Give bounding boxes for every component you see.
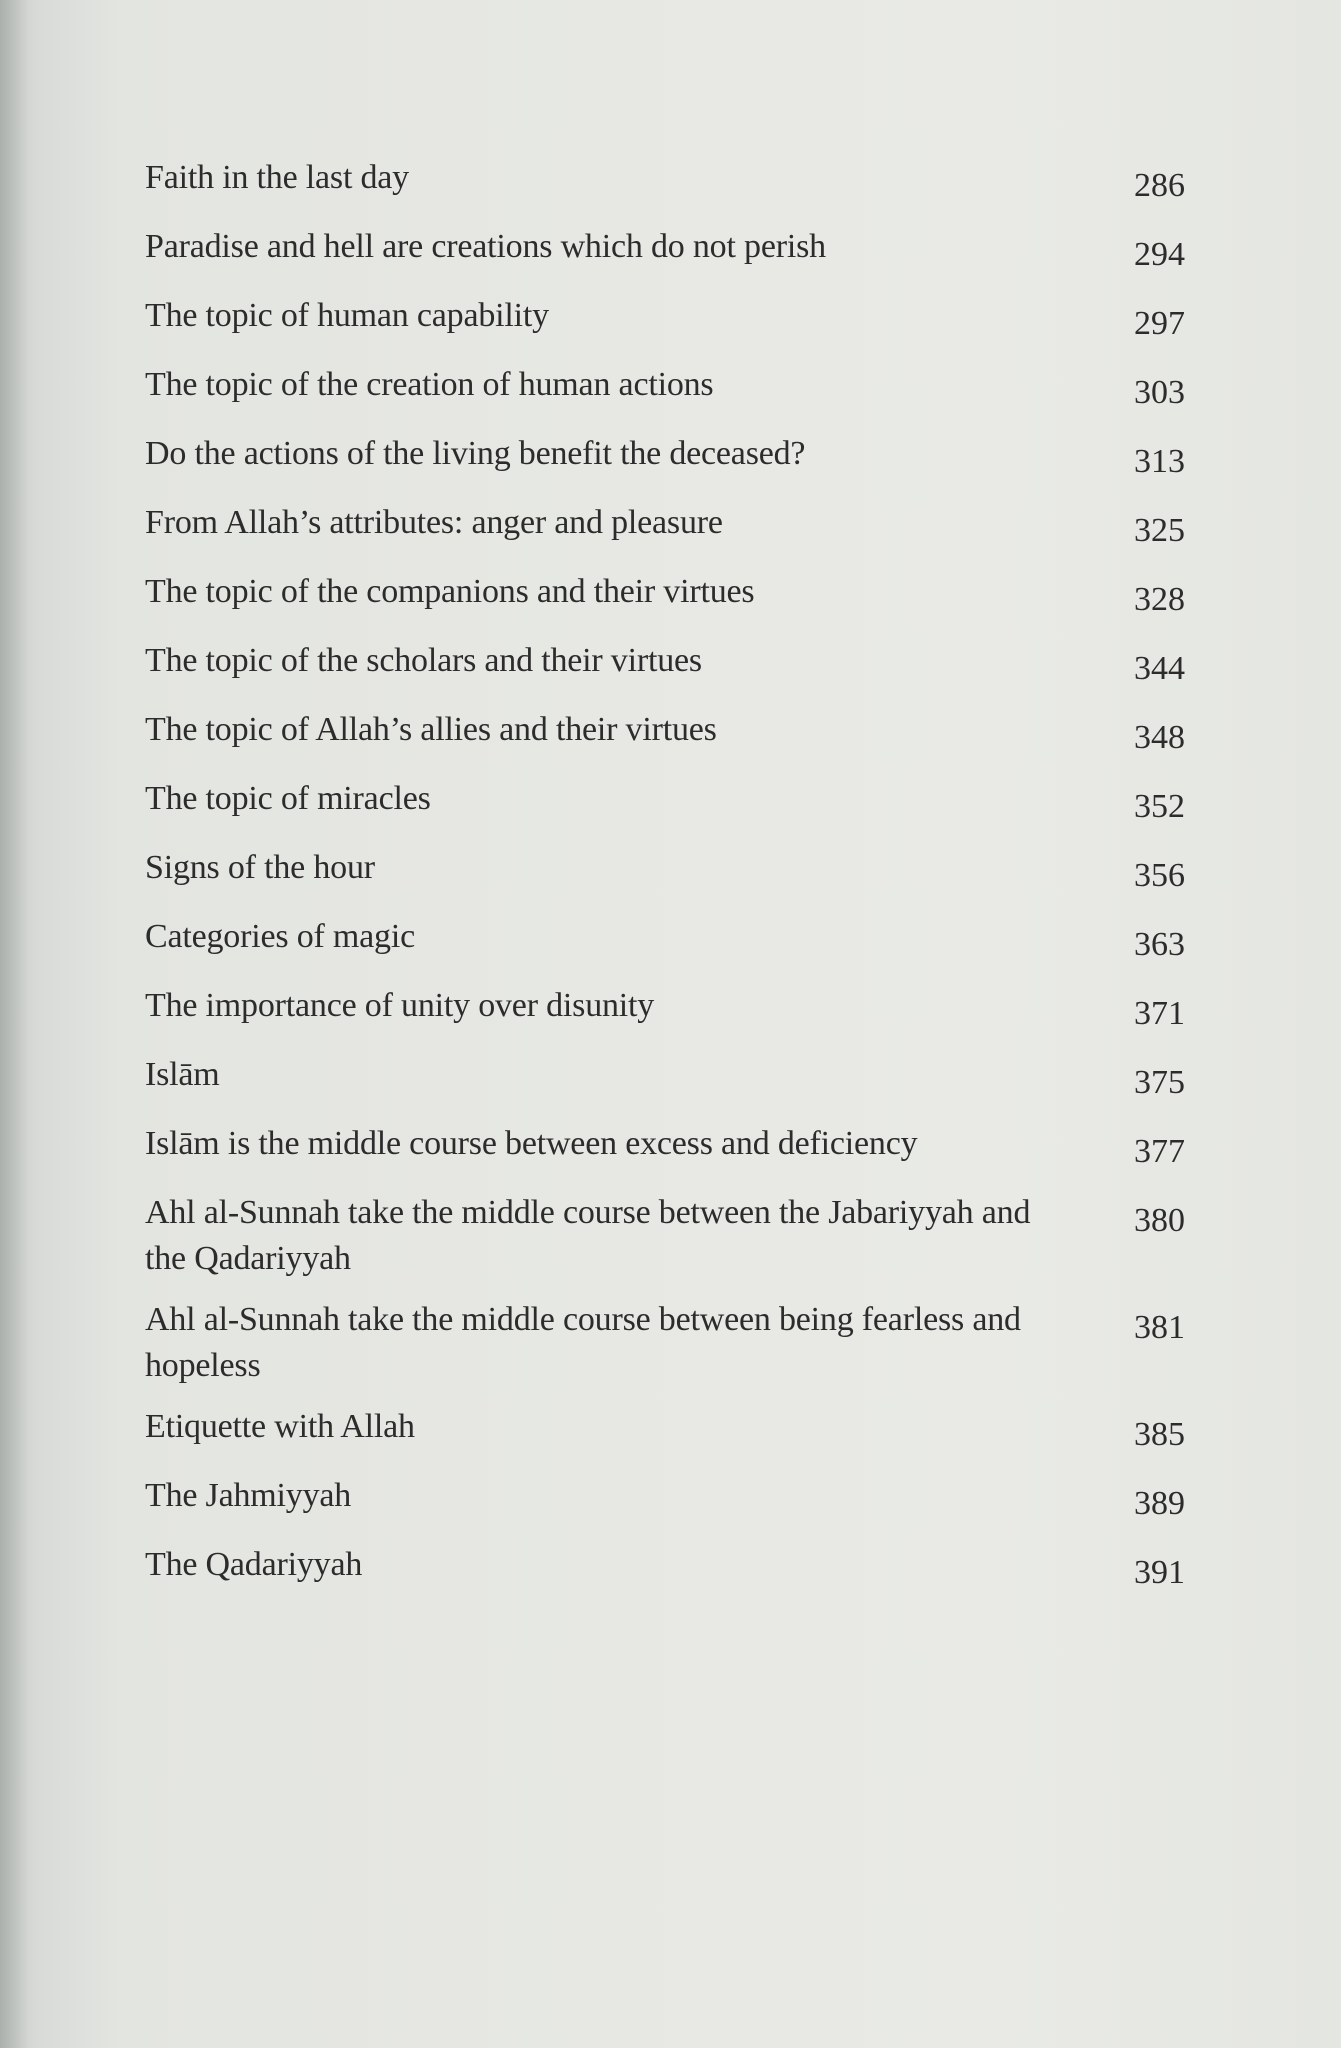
toc-entry-title: Etiquette with Allah	[145, 1408, 415, 1445]
toc-entry-title: The topic of human capability	[145, 297, 549, 334]
toc-entry	[145, 224, 1185, 278]
toc-entry-page: 297	[1134, 305, 1185, 342]
toc-entry	[145, 155, 1185, 209]
toc-entry	[145, 1121, 1185, 1175]
toc-entry	[145, 1473, 1185, 1527]
toc-entry-title: Categories of magic	[145, 918, 415, 955]
toc-entry	[145, 1542, 1185, 1596]
toc-entry	[145, 1052, 1185, 1106]
toc-entry	[145, 776, 1185, 830]
toc-entry-page: 380	[1134, 1202, 1185, 1239]
toc-entry	[145, 1297, 1185, 1389]
toc-entry-page: 356	[1134, 857, 1185, 894]
toc-entry-page: 391	[1134, 1554, 1185, 1591]
toc-entry	[145, 500, 1185, 554]
toc-entry-title: The Jahmiyyah	[145, 1477, 352, 1514]
toc-entry-title: From Allah’s attributes: anger and pleasure	[145, 504, 723, 541]
toc-entry-title: Paradise and hell are creations which do not perish	[145, 228, 826, 265]
toc-entry-page: 363	[1134, 926, 1185, 963]
toc-entry-title: The topic of the companions and their virtues	[145, 573, 755, 610]
toc-entry-page: 313	[1134, 443, 1185, 480]
table-of-contents	[145, 155, 1185, 1611]
toc-entry-page: 325	[1134, 512, 1185, 549]
toc-entry	[145, 1404, 1185, 1458]
toc-entry-page: 294	[1134, 236, 1185, 273]
toc-entry-title: Islām	[145, 1056, 220, 1093]
toc-entry-page: 381	[1134, 1309, 1185, 1346]
toc-entry	[145, 431, 1185, 485]
toc-entry-page: 303	[1134, 374, 1185, 411]
toc-entry-page: 389	[1134, 1485, 1185, 1522]
toc-entry-title: The topic of the creation of human actions	[145, 366, 714, 403]
toc-entry-title: Ahl al-Sunnah take the middle course between being fearless and hopeless	[145, 1301, 1021, 1384]
toc-entry-title: The importance of unity over disunity	[145, 987, 655, 1024]
toc-entry	[145, 638, 1185, 692]
toc-entry	[145, 569, 1185, 623]
toc-entry	[145, 707, 1185, 761]
toc-entry	[145, 914, 1185, 968]
toc-entry-title: The topic of the scholars and their virtues	[145, 642, 702, 679]
toc-entry	[145, 362, 1185, 416]
toc-entry-title: The topic of Allah’s allies and their virtues	[145, 711, 717, 748]
toc-entry-page: 375	[1134, 1064, 1185, 1101]
toc-entry-title: Signs of the hour	[145, 849, 375, 886]
toc-entry	[145, 983, 1185, 1037]
toc-entry-page: 328	[1134, 581, 1185, 618]
toc-entry	[145, 845, 1185, 899]
toc-entry-title: The Qadariyyah	[145, 1546, 363, 1583]
toc-entry-page: 348	[1134, 719, 1185, 756]
toc-entry-page: 286	[1134, 167, 1185, 204]
toc-entry-title: Faith in the last day	[145, 159, 409, 196]
toc-entry-page: 377	[1134, 1133, 1185, 1170]
toc-entry	[145, 1190, 1185, 1282]
toc-entry	[145, 293, 1185, 347]
toc-entry-page: 352	[1134, 788, 1185, 825]
toc-entry-page: 371	[1134, 995, 1185, 1032]
toc-entry-title: Islām is the middle course between excess and deficiency	[145, 1125, 918, 1162]
toc-entry-title: Do the actions of the living benefit the deceased?	[145, 435, 806, 472]
toc-entry-page: 344	[1134, 650, 1185, 687]
toc-entry-title: The topic of miracles	[145, 780, 431, 817]
toc-entry-page: 385	[1134, 1416, 1185, 1453]
toc-entry-title: Ahl al-Sunnah take the middle course between the Jabariyyah and the Qadariyyah	[145, 1194, 1031, 1277]
